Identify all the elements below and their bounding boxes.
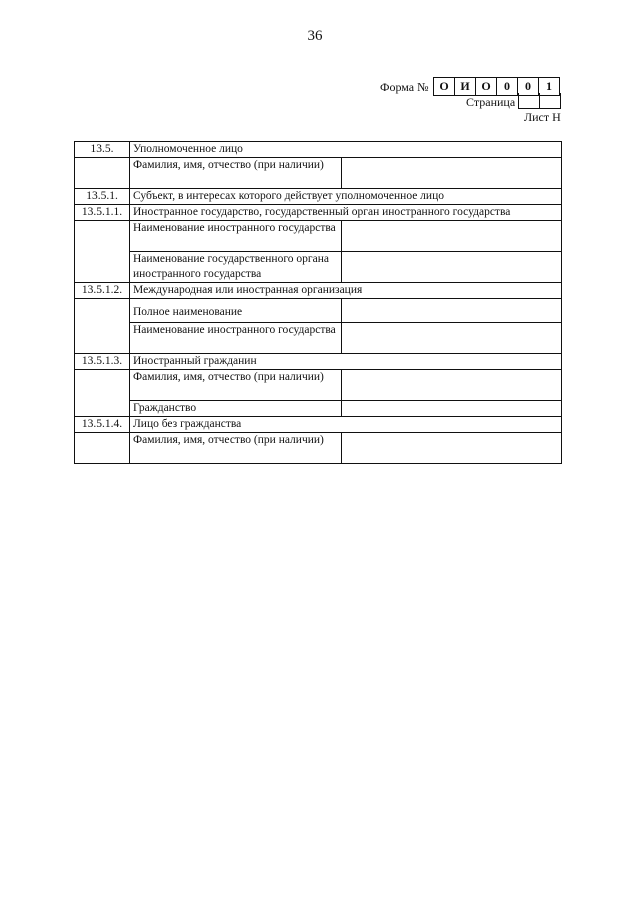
section-code: 13.5.1.3. <box>75 354 130 370</box>
table-row <box>75 299 562 323</box>
section-code: 13.5.1.1. <box>75 205 130 221</box>
field-label: Фамилия, имя, отчество (при наличии) <box>130 370 342 401</box>
section-code: 13.5. <box>75 142 130 158</box>
empty-code-cell <box>75 221 130 283</box>
field-label: Полное наименование <box>130 299 342 323</box>
empty-code-cell <box>75 370 130 417</box>
section-title: Международная или иностранная организация <box>130 283 562 299</box>
table-row <box>75 283 562 299</box>
field-value[interactable] <box>342 221 562 252</box>
table-row <box>75 433 562 464</box>
table-row <box>75 401 562 417</box>
section-code: 13.5.1.4. <box>75 417 130 433</box>
section-title: Иностранный гражданин <box>130 354 562 370</box>
table-row <box>75 205 562 221</box>
page-number: 36 <box>307 28 323 44</box>
section-title: Лицо без гражданства <box>130 417 562 433</box>
table-row <box>75 142 562 158</box>
field-label: Гражданство <box>130 401 342 417</box>
section-title: Субъект, в интересах которого действует уполномоченное лицо <box>130 189 562 205</box>
section-code: 13.5.1.2. <box>75 283 130 299</box>
form-code-char: 0 <box>518 78 539 95</box>
authorized-person-table <box>74 141 562 464</box>
page-number-box <box>519 93 540 108</box>
table-row <box>75 158 562 189</box>
table-row <box>75 323 562 354</box>
page-number-box <box>540 93 560 108</box>
form-code-char: О <box>434 78 455 95</box>
section-title: Иностранное государство, государственный орган иностранного государства <box>130 205 562 221</box>
table-row <box>75 354 562 370</box>
empty-code-cell <box>75 433 130 464</box>
form-code-char: О <box>476 78 497 95</box>
sheet-label: Лист Н <box>524 110 561 124</box>
page-label: Страница <box>466 95 516 109</box>
field-value[interactable] <box>342 299 562 323</box>
table-row <box>75 370 562 401</box>
field-label: Наименование государственного органа иностранного государства <box>130 252 342 283</box>
table-row <box>75 189 562 205</box>
table-row <box>75 252 562 283</box>
field-value[interactable] <box>342 370 562 401</box>
empty-code-cell <box>75 158 130 189</box>
field-value[interactable] <box>342 433 562 464</box>
section-title: Уполномоченное лицо <box>130 142 562 158</box>
empty-code-cell <box>75 299 130 354</box>
form-number-label: Форма № <box>380 80 429 94</box>
form-code-char: 0 <box>497 78 518 95</box>
table-row <box>75 221 562 252</box>
field-label: Наименование иностранного государства <box>130 221 342 252</box>
table-row <box>75 417 562 433</box>
field-value[interactable] <box>342 252 562 283</box>
page-number-boxes <box>518 93 561 109</box>
form-code-char: И <box>455 78 476 95</box>
field-value[interactable] <box>342 323 562 354</box>
form-code-char: 1 <box>546 79 552 93</box>
field-label: Наименование иностранного государства <box>130 323 342 354</box>
field-value[interactable] <box>342 401 562 417</box>
field-value[interactable] <box>342 158 562 189</box>
field-label: Фамилия, имя, отчество (при наличии) <box>130 433 342 464</box>
section-code: 13.5.1. <box>75 189 130 205</box>
field-label: Фамилия, имя, отчество (при наличии) <box>130 158 342 189</box>
